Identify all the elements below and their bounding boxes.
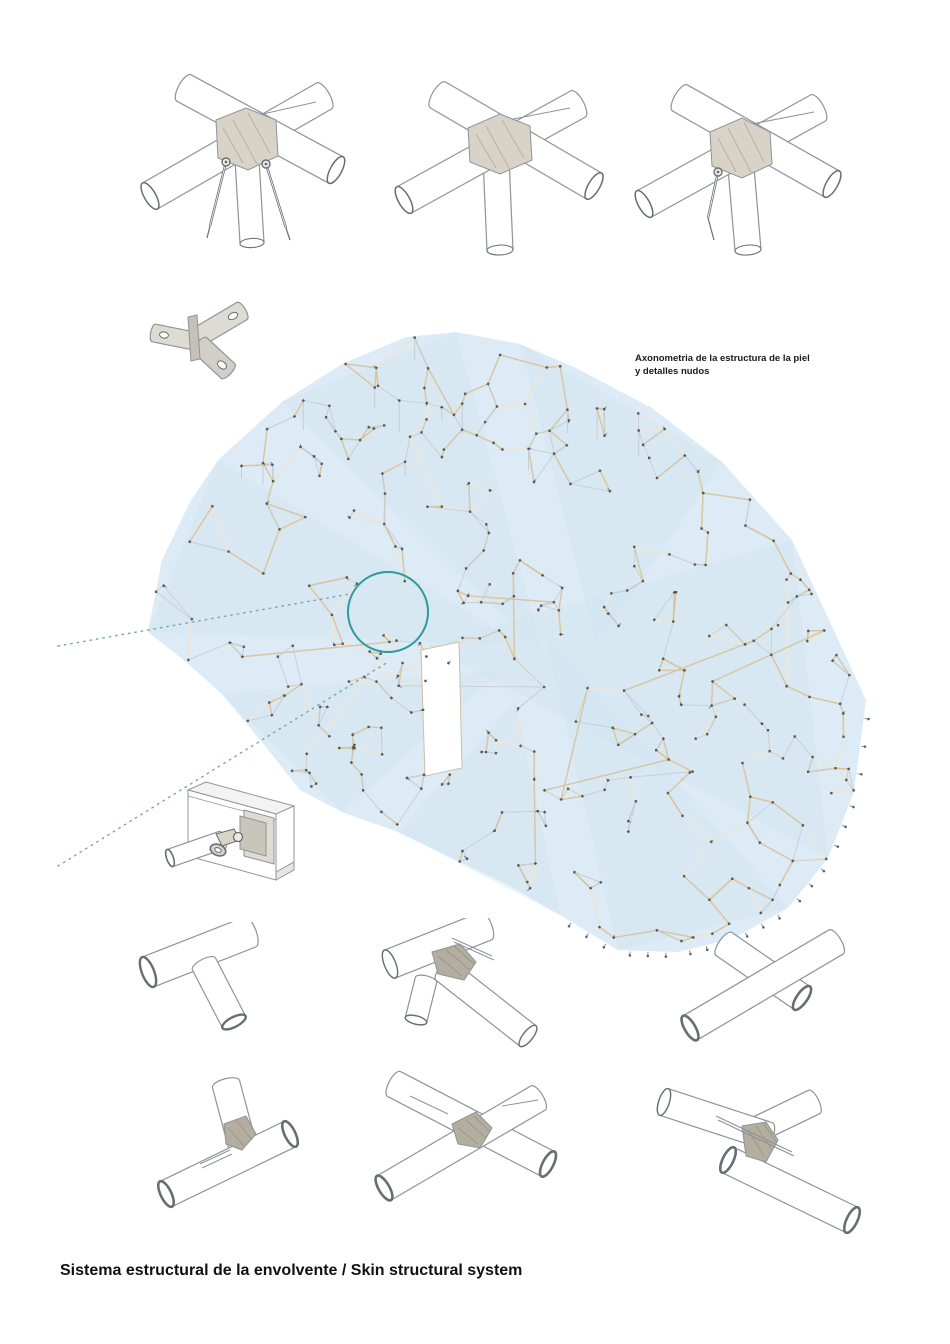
bracket-plate-detail <box>128 283 273 398</box>
t-junction-detail <box>122 922 307 1067</box>
axonometric-caption <box>635 352 895 378</box>
gusset-cross-junction-detail <box>352 1062 577 1227</box>
node-detail-cross-with-cable <box>618 68 853 264</box>
caption-line-1: Axonometria de la estructura de la piel <box>635 353 810 364</box>
angled-junction-detail <box>138 1072 343 1237</box>
gusset-cross-junction-long-detail <box>638 1078 883 1253</box>
page-title: Sistema estructural de la envolvente / Skin structural system <box>60 1262 523 1279</box>
cross-junction-detail <box>668 918 873 1063</box>
node-detail-cross-with-two-cables <box>128 58 360 254</box>
tube-to-ibeam-connection-detail <box>158 752 323 897</box>
node-detail-cross-with-post <box>388 68 613 264</box>
caption-line-2: y detalles nudos <box>635 366 710 377</box>
gusset-t-junction-detail <box>368 918 563 1063</box>
